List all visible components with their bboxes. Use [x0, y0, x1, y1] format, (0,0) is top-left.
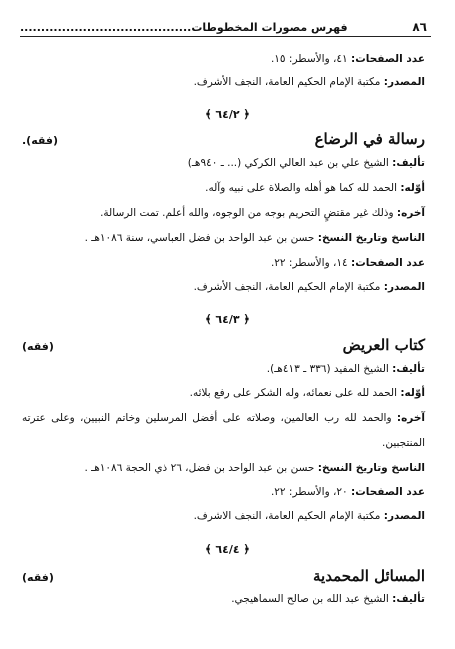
running-title-wrap: [20, 21, 348, 34]
entry-title-row: [22, 336, 425, 354]
author-line: [22, 363, 425, 375]
source-value: مكتبة الإمام الحكيم العامة، النجف الأشرف.: [193, 76, 381, 88]
author-value: الشيخ عبد الله بن صالح السماهيجي.: [231, 593, 389, 605]
header-rule: [20, 36, 431, 37]
top-pages-line: [22, 53, 425, 65]
page-number: ٨٦: [412, 20, 427, 34]
source-label: المصدر:: [383, 510, 425, 522]
copyist-value: حسن بن عبد الواحد بن فضل، ٢٦ ذي الحجة ١٠٨٦هـ .: [84, 462, 315, 474]
entry-title: رسالة في الرضاع: [314, 130, 425, 148]
author-label: تأليف:: [392, 157, 425, 169]
copyist-label: الناسخ وتاريخ النسخ:: [317, 232, 425, 244]
top-source-line: [22, 76, 425, 88]
copyist-label: الناسخ وتاريخ النسخ:: [317, 462, 425, 474]
author-label: تأليف:: [392, 593, 425, 605]
source-line: [22, 281, 425, 293]
ending-label: آخره:: [396, 412, 425, 424]
ending-label: آخره:: [396, 207, 425, 219]
entry-number: ﴿ ٦٤/٤ ﴾: [205, 543, 250, 556]
entry-title-row: [22, 567, 425, 585]
ending-value: وذلك غير مقتضٍ التحريم بوجه من الوجوه، والله أعلم. تمت الرسالة.: [100, 207, 394, 219]
pages-value: ١٤، والأسطر: ٢٢.: [270, 257, 348, 269]
author-value: الشيخ علي بن عبد العالي الكركي (... ـ ٩٤٠هـ): [187, 157, 389, 169]
entry-category: (فقه).: [22, 134, 59, 147]
entry-category: (فقه): [22, 340, 54, 353]
copyist-line: [22, 232, 425, 244]
entry-number: ﴿ ٦٤/٣ ﴾: [205, 313, 250, 326]
entry-title-row: [22, 130, 425, 148]
source-label: المصدر:: [383, 281, 425, 293]
copyist-line: [22, 462, 425, 474]
pages-label: عدد الصفحات:: [351, 257, 425, 269]
source-value: مكتبة الإمام الحكيم العامة، النجف الأشرف.: [193, 281, 381, 293]
entry-title: المسائل المحمدية: [313, 567, 425, 585]
pages-value: ٤١، والأسطر: ١٥.: [270, 53, 348, 65]
source-label: المصدر:: [383, 76, 425, 88]
author-label: تأليف:: [392, 363, 425, 375]
running-header: [20, 14, 427, 34]
pages-label: عدد الصفحات:: [351, 486, 425, 498]
ending-line: [22, 207, 425, 219]
ending-value: والحمد لله رب العالمين، وصلاته على أفضل المرسلين وخاتم النبيين، وعلى عترته المنتجبين.: [22, 412, 425, 449]
beginning-line: [22, 182, 425, 194]
beginning-value: الحمد لله على نعمائه، وله الشكر على رفع بلائه.: [189, 387, 398, 399]
pages-value: ٢٠، والأسطر: ٢٢.: [270, 486, 348, 498]
entry-category: (فقه): [22, 571, 54, 584]
author-line: [22, 157, 425, 169]
source-line: [22, 510, 425, 522]
beginning-value: الحمد لله كما هو أهله والصلاة على نبيه وآله.: [205, 182, 398, 194]
header-dots: .........................................: [20, 21, 192, 34]
pages-label: عدد الصفحات:: [351, 53, 425, 65]
beginning-label: أوّله:: [400, 387, 425, 399]
beginning-line: [22, 387, 425, 399]
ending-line: [22, 406, 425, 456]
copyist-value: حسن بن عبد الواحد بن فضل العباسي، سنة ١٠٨٦هـ .: [84, 232, 315, 244]
author-value: الشيخ المفيد (٣٣٦ ـ ٤١٣هـ).: [266, 363, 389, 375]
pages-line: [22, 486, 425, 498]
author-line: [22, 593, 425, 605]
pages-line: [22, 257, 425, 269]
source-value: مكتبة الإمام الحكيم العامة، النجف الاشرف.: [193, 510, 381, 522]
beginning-label: أوّله:: [400, 182, 425, 194]
entry-number: ﴿ ٦٤/٢ ﴾: [205, 108, 250, 121]
entry-title: كتاب العريض: [342, 336, 425, 354]
running-title: فهرس مصورات المخطوطات: [191, 21, 348, 34]
